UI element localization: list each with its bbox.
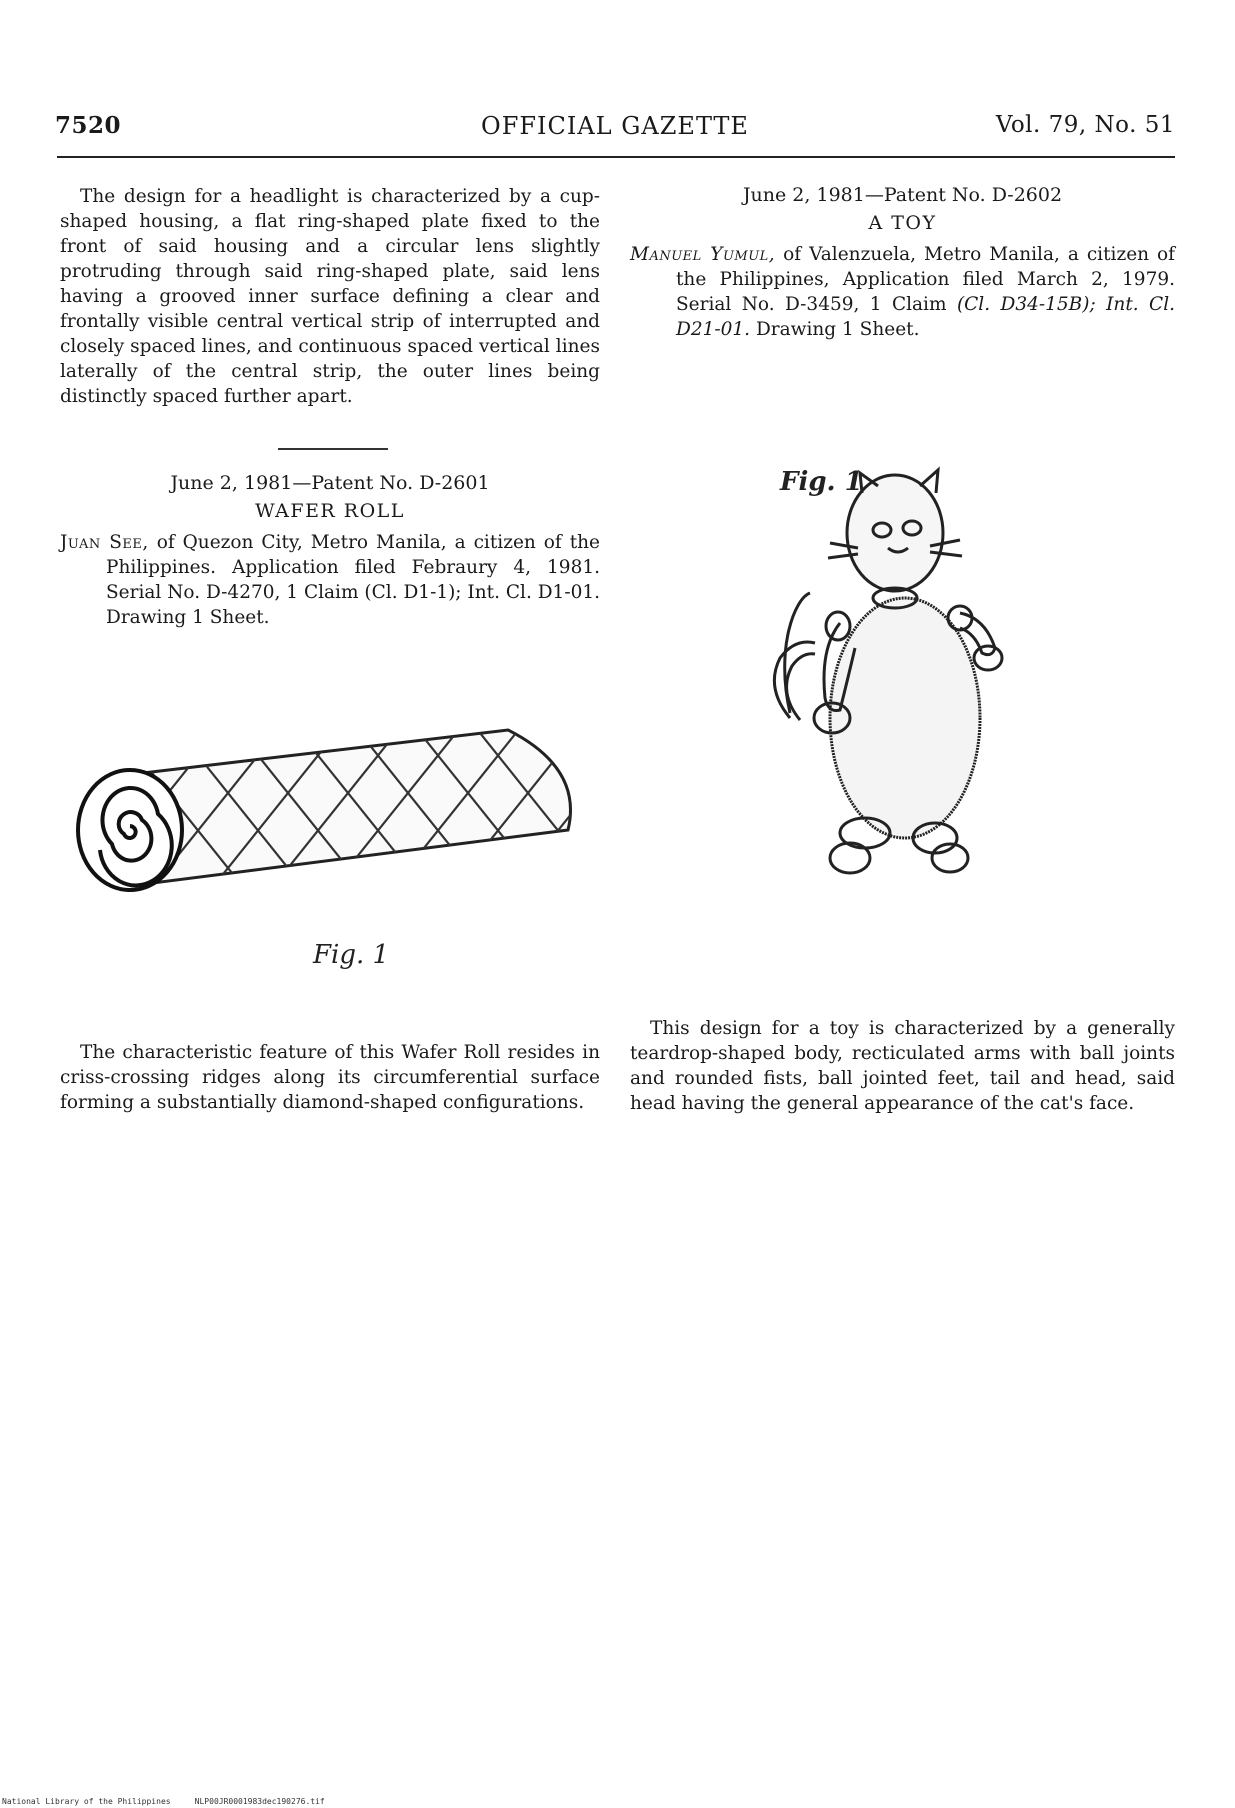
toy-classification: (Cl. D34-15B); Int. Cl. D21-01. <box>676 294 1176 340</box>
gazette-title: OFFICIAL GAZETTE <box>481 112 749 140</box>
wafer-roll-drawing <box>68 718 588 998</box>
headlight-text: The design for a headlight is characterized by a cup-shaped housing, a flat ring-shaped plate fixed to the front of said housing and a circular lens slightly protruding through said ring-shaped plate, said lens having a grooved inner surface defining a clear and frontally visible central vertical strip of interrupted and closely spaced lines, and continuous spaced vertical lines laterally of the central strip, the outer lines being distinctly spaced further apart. <box>60 186 600 407</box>
section-separator <box>278 448 388 450</box>
toy-description <box>630 1016 1175 1116</box>
wafer-roll-date-line: June 2, 1981—Patent No. D-2601 <box>170 472 490 494</box>
wafer-roll-fig-label: Fig. 1 <box>313 940 390 970</box>
wafer-roll-application: of Quezon City, Metro Manila, a citizen of the Philippines. Application filed Febraury 4, 1981. Serial No. D-4270, 1 Claim (Cl. D1-1); Int. Cl. D1-01. Drawing 1 Sheet. <box>106 532 600 628</box>
wafer-roll-end-spiral <box>78 770 182 890</box>
wafer-roll-description <box>60 1040 600 1115</box>
toy-cat-figure <box>774 470 1002 873</box>
toy-title: A TOY <box>868 212 937 234</box>
wafer-roll-details <box>60 530 600 630</box>
toy-figure-label <box>779 467 863 497</box>
toy-description-text: This design for a toy is characterized by a generally teardrop-shaped body, recticulated arms with ball joints and rounded fists, ball jointed feet, tail and head, said head having the general appearance of the cat's face. <box>630 1018 1175 1114</box>
footer-file: NLP00JR0001983dec190276.tif <box>194 1797 325 1806</box>
wafer-roll-title: WAFER ROLL <box>255 500 405 522</box>
wafer-roll-applicant: Juan See, <box>60 532 149 553</box>
volume-number: Vol. 79, No. 51 <box>995 112 1175 138</box>
page-number: 7520 <box>55 112 122 139</box>
footer-library: National Library of the Philippines <box>2 1797 171 1806</box>
wafer-roll-entry <box>60 470 600 630</box>
scan-footer <box>2 1797 325 1806</box>
toy-details <box>630 242 1175 342</box>
toy-applicant: Manuel Yumul, <box>630 244 776 265</box>
toy-application: of Valenzuela, Metro Manila, a citizen of the Philippines, Application filed March 2, 1979. Serial No. D-3459, 1 Claim <box>676 244 1175 315</box>
wafer-roll-figure-label <box>312 940 389 970</box>
toy-drawing-sheets: Drawing 1 Sheet. <box>755 319 920 340</box>
headlight-description <box>60 184 600 409</box>
page-header <box>55 108 1175 142</box>
wafer-roll-description-text: The characteristic feature of this Wafer Roll resides in criss-crossing ridges along its circumferential surface forming a substantially diamond-shaped configurations. <box>60 1042 600 1113</box>
toy-fig-label: Fig. 1 <box>780 467 863 497</box>
toy-cat-drawing <box>770 448 1070 968</box>
toy-entry <box>630 182 1175 342</box>
toy-date-line: June 2, 1981—Patent No. D-2602 <box>742 184 1063 206</box>
header-rule <box>57 156 1175 158</box>
